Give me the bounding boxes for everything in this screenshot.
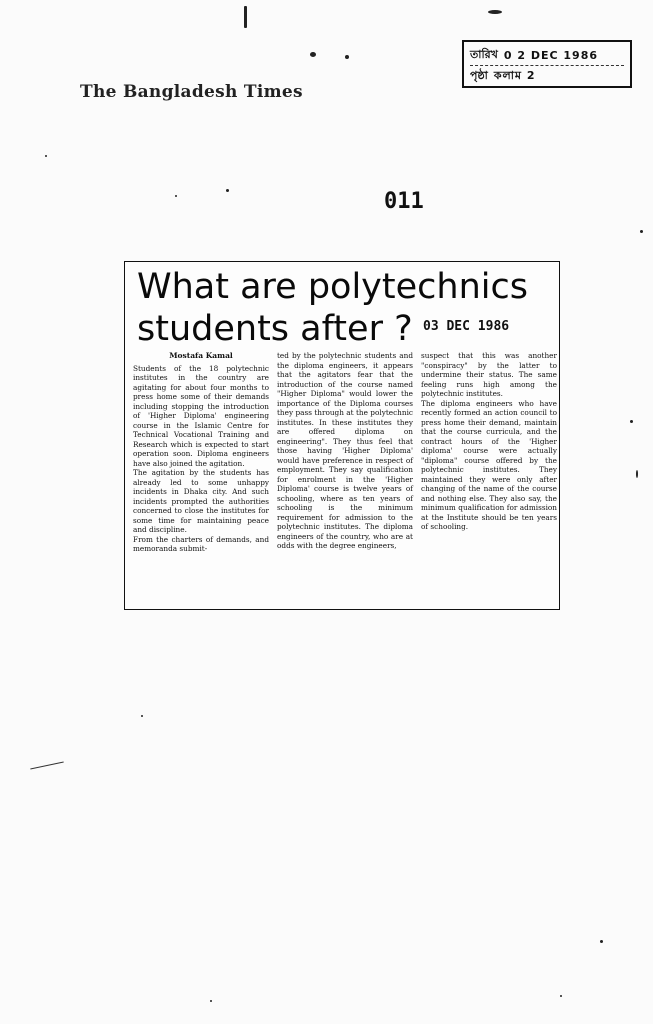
article-column-3 (421, 351, 557, 554)
stamp-date-label: তারিখ (470, 47, 498, 61)
paragraph: ted by the polytechnic students and the diploma engineers, it appears that the agitators fear that the introduction of the course named "Higher Diploma" would lower the importance of the Diploma courses they pass through at the polytechnic institutes. In these institutes they are offered diploma on engineering". They thus feel that those having 'Higher Diploma' would have preference in respect of employment. They say qualification for enrolment in the 'Higher Diploma' course is twelve years of schooling, where as ten years of schooling is the minimum requirement for admission to the polytechnic institutes. The diploma engineers of the country, who are at odds with the degree engineers, (277, 351, 413, 550)
byline: Mostafa Kamal (169, 351, 233, 360)
scan-speck (226, 189, 229, 192)
scan-speck (141, 715, 143, 717)
article-column-1 (133, 351, 269, 554)
stamp-date-row (470, 45, 624, 66)
scan-speck (210, 1000, 212, 1002)
paragraph: From the charters of demands, and memoranda submit- (133, 534, 269, 553)
newspaper-clipping (124, 261, 560, 610)
paragraph: Students of the 18 polytechnic institutes in the country are agitating for about four months to press home some of their demands including stopping the introduction of 'Higher Diploma' engineering course in the Islamic Centre for Technical Vocational Training and Research which is expected to start operation soon. Diploma engineers have also joined the agitation. (133, 363, 269, 468)
scan-speck (175, 195, 177, 197)
scan-speck (310, 52, 316, 57)
headline-line-1: What are polytechnics (137, 267, 528, 307)
headline-line-2: students after ? (137, 309, 413, 349)
stamp-page-label: পৃষ্ঠা (470, 68, 488, 82)
stamp-date-value: 0 2 DEC 1986 (503, 48, 599, 62)
paragraph: suspect that this was another "conspiracy" by the latter to undermine their status. The same feeling runs high among the polytechnic institutes. (421, 351, 557, 398)
paragraph: The diploma engineers who have recently formed an action council to press home their demand, maintain that the course curricula, and the contract hours of the 'Higher diploma' course were actually "diploma" course offered by the polytechnic institutes. They maintained they were only after changing of the name of the course and nothing else. They also say, the minimum qualification for admission at the Institute should be ten years of schooling. (421, 398, 557, 531)
scan-speck (640, 230, 643, 233)
scan-mark (30, 761, 63, 769)
article-column-2 (277, 351, 413, 554)
catalog-number: 011 (384, 189, 424, 214)
headline (137, 266, 557, 350)
scan-speck (636, 470, 638, 478)
newspaper-masthead: The Bangladesh Times (80, 82, 303, 102)
stamp-page-value: কলাম 2 (493, 68, 536, 82)
scan-speck (488, 10, 502, 14)
scan-speck (600, 940, 603, 943)
scan-speck (345, 55, 349, 59)
clipping-date-stamp: 03 DEC 1986 (423, 319, 510, 334)
scan-speck (244, 6, 247, 28)
stamp-page-row (470, 66, 624, 86)
paragraph: The agitation by the students has already led to some unhappy incidents in Dhaka city. And such incidents prompted the authorities concerned to close the institutes for some time for maintaining peace and discipline. (133, 468, 269, 534)
scan-speck (45, 155, 47, 157)
scan-speck (560, 995, 562, 997)
scan-speck (630, 420, 633, 423)
filing-stamp (462, 40, 632, 88)
article-body (133, 351, 557, 554)
